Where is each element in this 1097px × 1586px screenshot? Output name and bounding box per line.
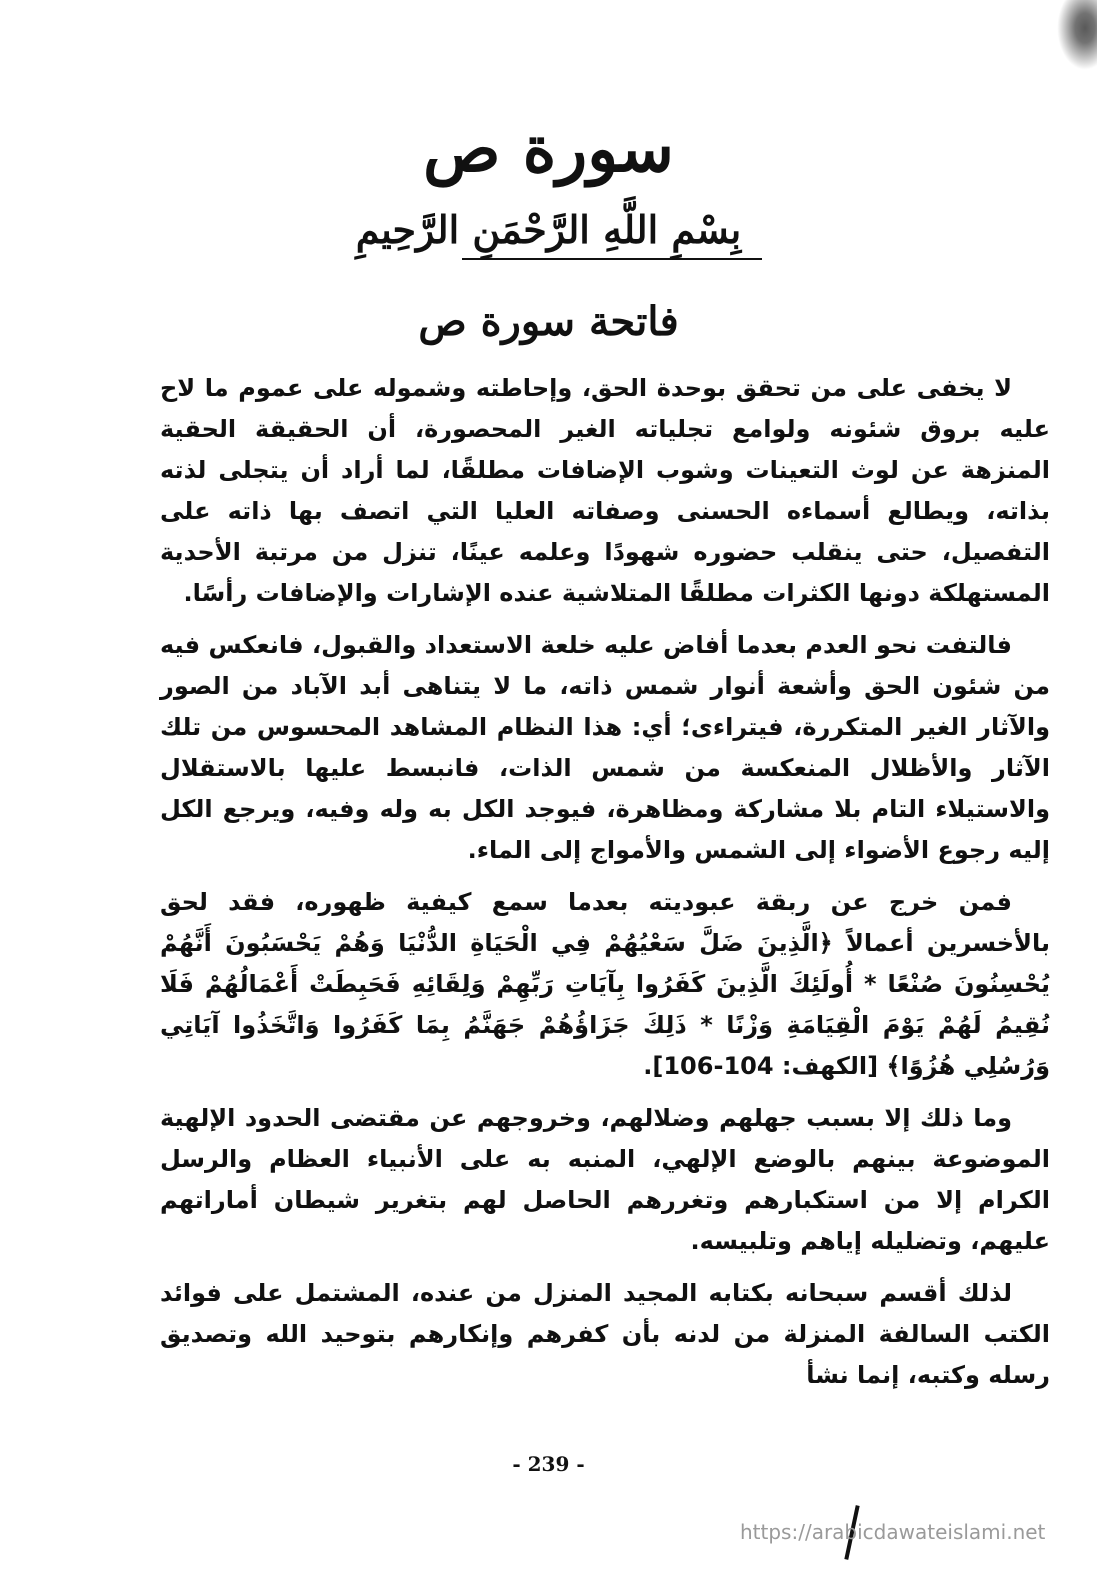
paragraph-4: وما ذلك إلا بسبب جهلهم وضلالهم، وخروجهم عن مقتضى الحدود الإلهية الموضوعة بينهم بالوضع الإلهي، المنبه به على الأنبياء العظام والرسل الكرام إلا من استكبارهم وتغررهم الحاصل لهم بتغرير شيطان أماراتهم عليهم، وتضليله إياهم وتلبيسه. <box>160 1104 1050 1255</box>
page-number: - 239 - <box>512 1452 585 1476</box>
body-text <box>160 368 1050 1407</box>
paragraph-3: فمن خرج عن ربقة عبوديته بعدما سمع كيفية ظهوره، فقد لحق بالأخسرين أعمالاً ﴿الَّذِينَ ضَلَّ سَعْيُهُمْ فِي الْحَيَاةِ الدُّنْيَا وَهُمْ يَحْسَبُونَ أَنَّهُمْ يُحْسِنُونَ صُنْعًا * أُولَئِكَ الَّذِينَ كَفَرُوا بِآيَاتِ رَبِّهِمْ وَلِقَائِهِ فَحَبِطَتْ أَعْمَالُهُمْ فَلَا نُقِيمُ لَهُمْ يَوْمَ الْقِيَامَةِ وَزْنًا * ذَلِكَ جَزَاؤُهُمْ جَهَنَّمُ بِمَا كَفَرُوا وَاتَّخَذُوا آيَاتِي وَرُسُلِي هُزُوًا﴾ [الكهف: 104-106]. <box>160 888 1050 1080</box>
basmala: بِسْمِ اللَّهِ الرَّحْمَنِ الرَّحِيمِ <box>355 207 742 252</box>
paragraph-5: لذلك أقسم سبحانه بكتابه المجيد المنزل من عنده، المشتمل على فوائد الكتب السالفة المنزلة من لدنه بأن كفرهم وإنكارهم بتوحيد الله وتصديق رسله وكتبه، إنما نشأ <box>160 1279 1050 1389</box>
surah-title: سورة ص <box>423 112 674 187</box>
scan-corner-mark <box>1057 0 1097 70</box>
paragraph-2: فالتفت نحو العدم بعدما أفاض عليه خلعة الاستعداد والقبول، فانعكس فيه من شئون الحق وأشعة أنوار شمس ذاته، ما لا يتناهى أبد الآباد من الصور والآثار الغير المتكررة، فيتراءى؛ أي: هذا النظام المشاهد المحسوس من تلك الآثار والأظلال المنعكسة من شمس الذات، فانبسط عليها بالاستقلال والاستيلاء التام بلا مشاركة ومظاهرة، فيوجد الكل به وله وفيه، ويرجع الكل إليه رجوع الأضواء إلى الشمس والأمواج إلى الماء. <box>160 631 1050 864</box>
section-subtitle: فاتحة سورة ص <box>418 298 679 345</box>
watermark-url: https://arabicdawateislami.net <box>740 1520 1046 1544</box>
basmala-underline <box>462 258 762 260</box>
paragraph-1: لا يخفى على من تحقق بوحدة الحق، وإحاطته وشموله على عموم ما لاح عليه بروق شئونه ولوامع تجلياته الغير المحصورة، أن الحقيقة الحقية المنزهة عن لوث التعينات وشوب الإضافات مطلقًا، لما أراد أن يتجلى لذته بذاته، ويطالع أسماءه الحسنى وصفاته العليا التي اتصف بها ذاته على التفصيل، حتى ينقلب حضوره شهودًا وعلمه عينًا، تنزل من مرتبة الأحدية المستهلكة دونها الكثرات مطلقًا المتلاشية عنده الإشارات والإضافات رأسًا. <box>160 374 1050 607</box>
